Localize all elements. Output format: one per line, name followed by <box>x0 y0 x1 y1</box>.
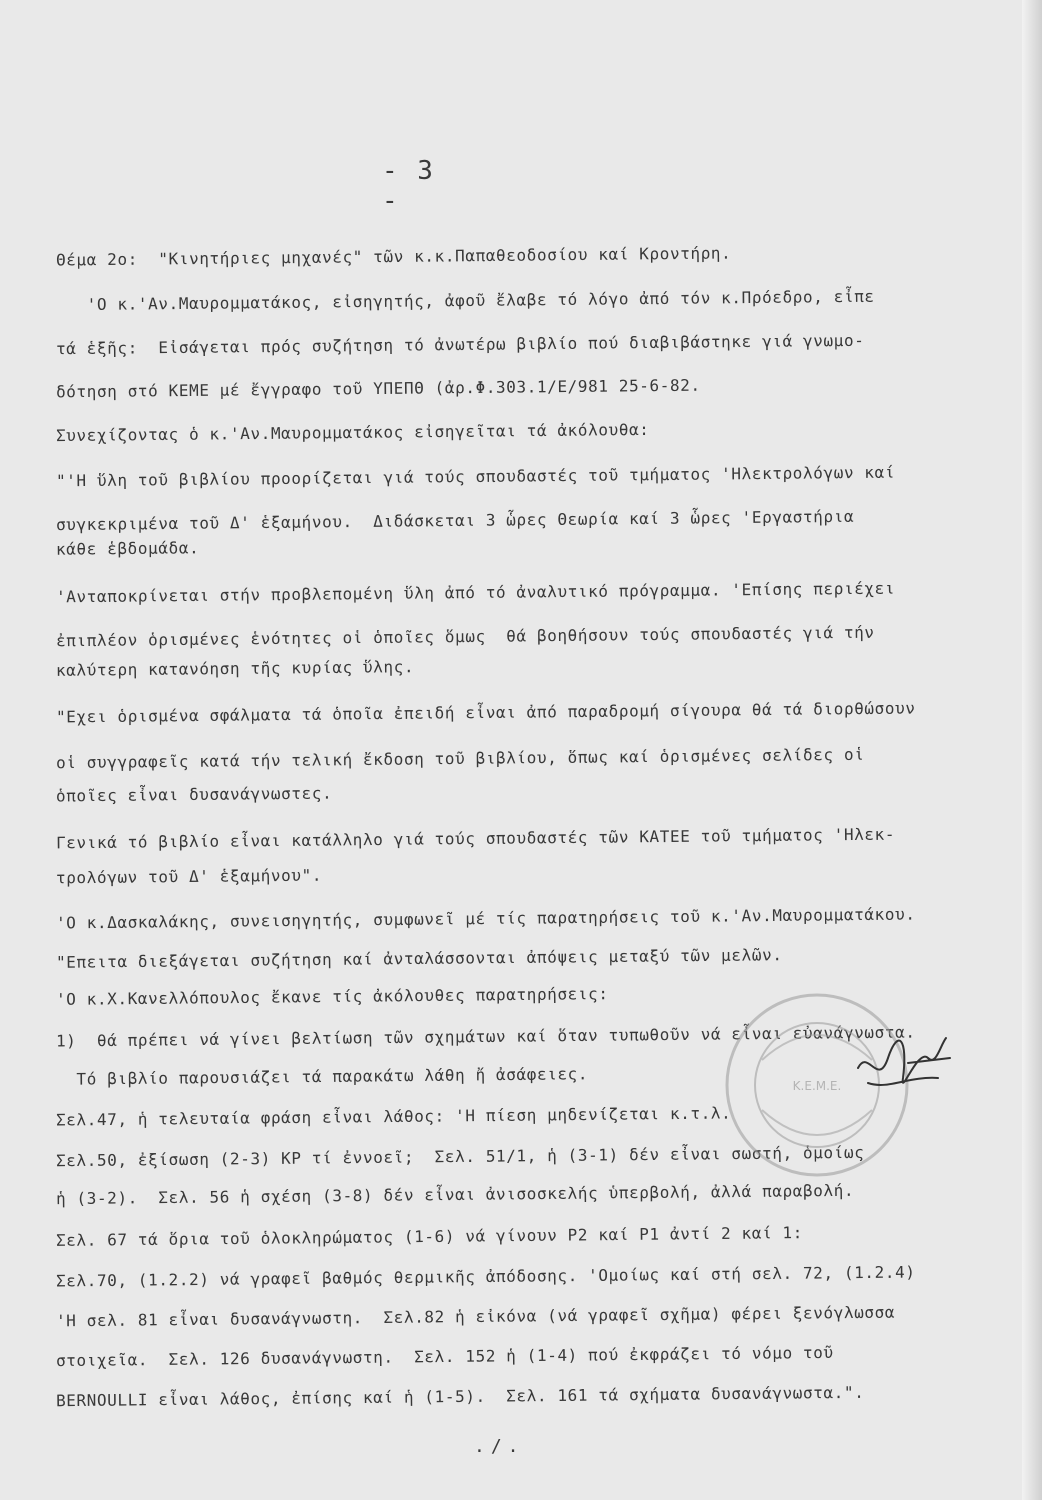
text-line: "Επειτα διεξάγεται συζήτηση καί ἀνταλάσσονται ἀπόψεις μεταξύ τῶν μελῶν. <box>55 945 783 972</box>
text-line: συγκεκριμένα τοῦ Δ' ἑξαμήνου. Διδάσκεται 3 ὧρες Θεωρία καί 3 ὧρες 'Εργαστήρια <box>55 506 855 535</box>
text-line: ὁποῖες εἶναι δυσανάγνωστες. <box>55 783 333 806</box>
text-line: Σελ.47, ἡ τελευταία φράση εἶναι λάθος: 'Η πίεση μηδενίζεται κ.τ.λ. <box>55 1103 732 1130</box>
text-line: ἡ (3-2). Σελ. 56 ἡ σχέση (3-8) δέν εἶναι ἀνισοσκελής ὑπερβολή, ἀλλά παραβολή. <box>55 1180 855 1209</box>
text-line: Γενικά τό βιβλίο εἶναι κατάλληλο γιά τούς σπουδαστές τῶν ΚΑΤΕΕ τοῦ τμήματος 'Ηλεκ- <box>55 824 896 853</box>
text-line: τρολόγων τοῦ Δ' ἑξαμήνου". <box>55 865 323 888</box>
text-line: Τό βιβλίο παρουσιάζει τά παρακάτω λάθη ἤ ἀσάφειες. <box>55 1064 589 1089</box>
svg-text:Κ.Ε.Μ.Ε.: Κ.Ε.Μ.Ε. <box>792 1079 842 1093</box>
text-line: 1) θά πρέπει νά γίνει βελτίωση τῶν σχημάτων καί ὅταν τυπωθοῦν νά εἶναι εὐανάγνωστα. <box>55 1022 916 1051</box>
text-line: 'Ανταποκρίνεται στήν προβλεπομένη ὕλη ἀπό τό ἀναλυτικό πρόγραμμα. 'Επίσης περιέχει <box>55 578 896 607</box>
page-number: - 3 - <box>382 156 435 216</box>
text-line: Σελ.50, ἐξίσωση (2-3) ΚΡ τί ἐννοεῖ; Σελ. 51/1, ἡ (3-1) δέν εἶναι σωστή, ὁμοίως <box>55 1142 865 1171</box>
text-line: τά ἑξῆς: Εἰσάγεται πρός συζήτηση τό ἀνωτέρω βιβλίο πού διαβιβάστηκε γιά γνωμο- <box>55 330 865 359</box>
text-line: δότηση στό ΚΕΜΕ μέ ἔγγραφο τοῦ ΥΠΕΠΘ (ἀρ.Φ.303.1/Ε/981 25-6-82. <box>55 375 701 402</box>
text-line: Σελ.70, (1.2.2) νά γραφεῖ βαθμός θερμικῆς ἀπόδοσης. 'Ομοίως καί στή σελ. 72, (1.2.4) <box>55 1262 916 1291</box>
text-line: "Εχει ὁρισμένα σφάλματα τά ὁποῖα ἐπειδή εἶναι ἀπό παραδρομή σίγουρα θά τά διορθώσουν <box>55 698 916 727</box>
handwritten-signature <box>848 1028 958 1108</box>
text-line: 'Ο κ.Χ.Κανελλόπουλος ἔκανε τίς ἀκόλουθες παρατηρήσεις: <box>55 984 609 1009</box>
text-line: οἱ συγγραφεῖς κατά τήν τελική ἔκδοση τοῦ βιβλίου, ὅπως καί ὁρισμένες σελίδες οἱ <box>55 744 865 773</box>
text-line: Συνεχίζοντας ὁ κ.'Αν.Μαυρομματάκος εἰσηγεῖται τά ἀκόλουθα: <box>55 419 650 446</box>
text-line: κάθε ἑβδομάδα. <box>55 538 200 559</box>
text-line: BERNOULLI εἶναι λάθος, ἐπίσης καί ἡ (1-5). Σελ. 161 τά σχήματα δυσανάγνωστα.". <box>55 1382 865 1411</box>
text-line: 'Η σελ. 81 εἶναι δυσανάγνωστη. Σελ.82 ἡ εἰκόνα (νά γραφεῖ σχῆμα) φέρει ξενόγλωσσα <box>55 1302 896 1331</box>
text-line: στοιχεῖα. Σελ. 126 δυσανάγνωστη. Σελ. 152 ἡ (1-4) πού ἐκφράζει τό νόμο τοῦ <box>55 1342 834 1371</box>
text-line: καλύτερη κατανόηση τῆς κυρίας ὕλης. <box>55 657 415 680</box>
text-line: Σελ. 67 τά ὅρια τοῦ ὁλοκληρώματος (1-6) νά γίνουν Ρ2 καί Ρ1 ἀντί 2 καί 1: <box>55 1223 804 1250</box>
text-line: 'Ο κ.'Αν.Μαυρομματάκος, εἰσηγητής, ἀφοῦ ἔλαβε τό λόγο ἀπό τόν κ.Πρόεδρο, εἶπε <box>55 286 875 315</box>
continuation-mark: ./. <box>474 1436 525 1457</box>
text-line: 'Ο κ.Δασκαλάκης, συνεισηγητής, συμφωνεῖ μέ τίς παρατηρήσεις τοῦ κ.'Αν.Μαυρομματάκου. <box>55 904 916 933</box>
text-line: ἐπιπλέον ὁρισμένες ἑνότητες οἱ ὁποῖες ὅμως θά βοηθήσουν τούς σπουδαστές γιά τήν <box>55 622 875 651</box>
page-edge <box>1022 0 1042 1500</box>
text-line: "'Η ὕλη τοῦ βιβλίου προορίζεται γιά τούς σπουδαστές τοῦ τμήματος 'Ηλεκτρολόγων καί <box>55 462 896 491</box>
text-line: Θέμα 2ο: "Κινητήριες μηχανές" τῶν κ.κ.Παπαθεοδοσίου καί Κροντήρη. <box>55 243 732 270</box>
